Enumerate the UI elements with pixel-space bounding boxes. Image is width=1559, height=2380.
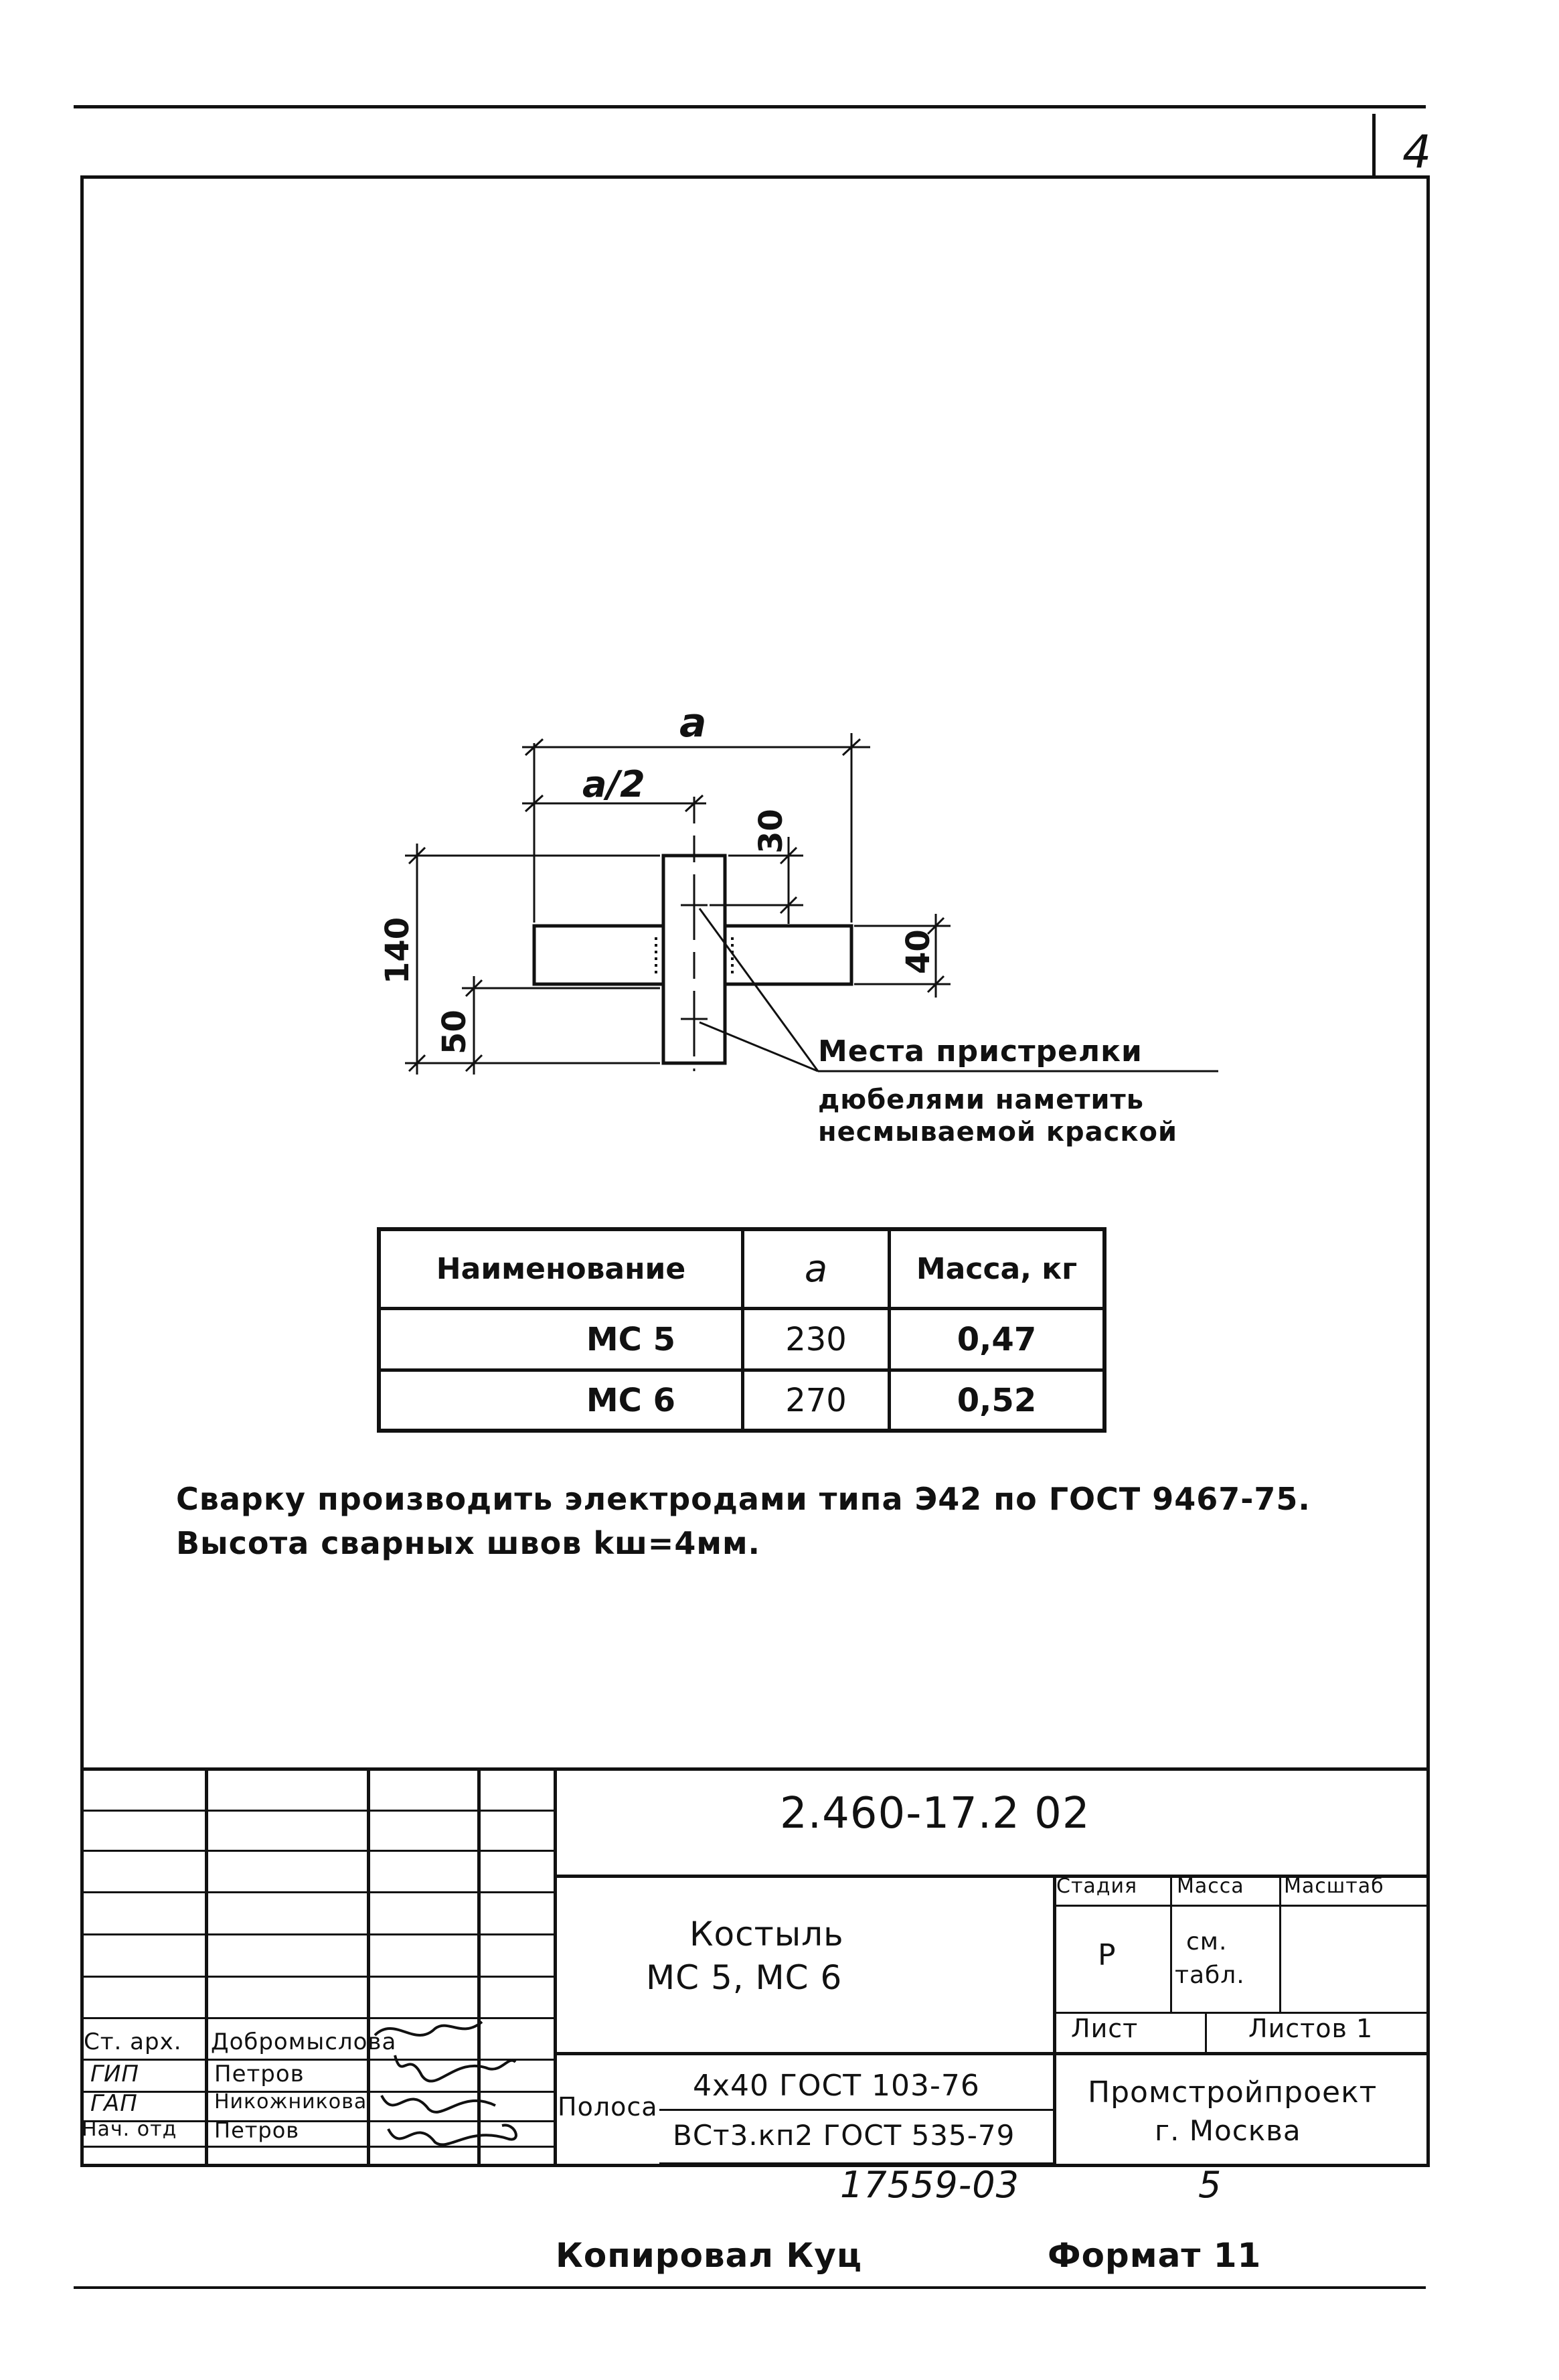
signer-2-name: Петров (214, 2061, 305, 2087)
signer-3-name: Никожникова (214, 2090, 367, 2114)
dim-a-half-label: a/2 (582, 763, 645, 805)
material-line-2: ВСт3.кп2 ГОСТ 535-79 (673, 2119, 1015, 2152)
sheets-label: Листов 1 (1248, 2014, 1374, 2043)
corner-number: 4 (1402, 126, 1432, 179)
signer-1-name: Добромыслова (211, 2029, 397, 2055)
note-line-2: дюбелями наметить (818, 1085, 1145, 1115)
bottom-line (74, 2286, 1426, 2289)
copied-by: Копировал Куц (556, 2236, 862, 2275)
material-line-1: 4х40 ГОСТ 103-76 (693, 2069, 980, 2103)
spec-row-2-a: 270 (785, 1381, 847, 1419)
material-prefix: Полоса (558, 2092, 658, 2122)
mass-label: Масса (1177, 1875, 1244, 1898)
signature-3 (382, 2095, 495, 2112)
org-line-1: Промстройпроект (1088, 2075, 1378, 2110)
dim-30-label: 30 (752, 809, 790, 854)
general-note-2: Высота сварных швов kш=4мм. (176, 1525, 761, 1561)
sheet-label: Лист (1071, 2014, 1139, 2043)
signature-2 (395, 2055, 515, 2081)
format-label: Формат 11 (1048, 2236, 1262, 2275)
dim-a-label: a (679, 700, 707, 746)
inventory-number: 17559-03 (840, 2164, 1019, 2206)
spec-header-a: a (804, 1247, 828, 1291)
signature-4 (388, 2125, 516, 2144)
spec-table (377, 1227, 1106, 1433)
note-line-3: несмываемой краской (818, 1117, 1178, 1147)
scale-label: Масштаб (1284, 1875, 1384, 1898)
dim-140-label: 140 (379, 917, 416, 984)
signer-1-role: Ст. арх. (84, 2029, 182, 2055)
spec-header-name: Наименование (436, 1252, 686, 1286)
mass-value-2: табл. (1175, 1962, 1245, 1989)
signer-2-role: ГИП (90, 2061, 139, 2087)
dim-50-label: 50 (436, 1010, 473, 1054)
dim-40-label: 40 (900, 929, 937, 974)
mass-value-1: см. (1186, 1928, 1228, 1956)
doc-number: 2.460-17.2 02 (780, 1789, 1090, 1838)
org-line-2: г. Москва (1155, 2114, 1301, 2147)
signer-4-name: Петров (214, 2118, 300, 2143)
spec-row-1-mass: 0,47 (957, 1320, 1037, 1358)
spec-row-2-mass: 0,52 (957, 1381, 1037, 1419)
item-name-line-2: МС 5, МС 6 (646, 1958, 843, 1997)
spec-row-1-a: 230 (785, 1320, 847, 1358)
stage-value: Р (1098, 1938, 1117, 1972)
signature-1 (375, 2022, 482, 2035)
spec-row-1-name: МС 5 (586, 1320, 675, 1358)
item-name-line-1: Костыль (689, 1915, 844, 1954)
signer-4-role: Нач. отд (82, 2118, 177, 2141)
stage-label: Стадия (1056, 1875, 1138, 1898)
note-line-1: Места пристрелки (818, 1034, 1143, 1068)
signer-3-role: ГАП (90, 2090, 138, 2117)
signatures (368, 2008, 529, 2162)
spec-header-mass: Масса, кг (916, 1252, 1078, 1286)
spec-row-2-name: МС 6 (586, 1381, 675, 1419)
general-note-1: Сварку производить электродами типа Э42 по ГОСТ 9467-75. (176, 1481, 1311, 1517)
page-number: 5 (1198, 2164, 1222, 2206)
